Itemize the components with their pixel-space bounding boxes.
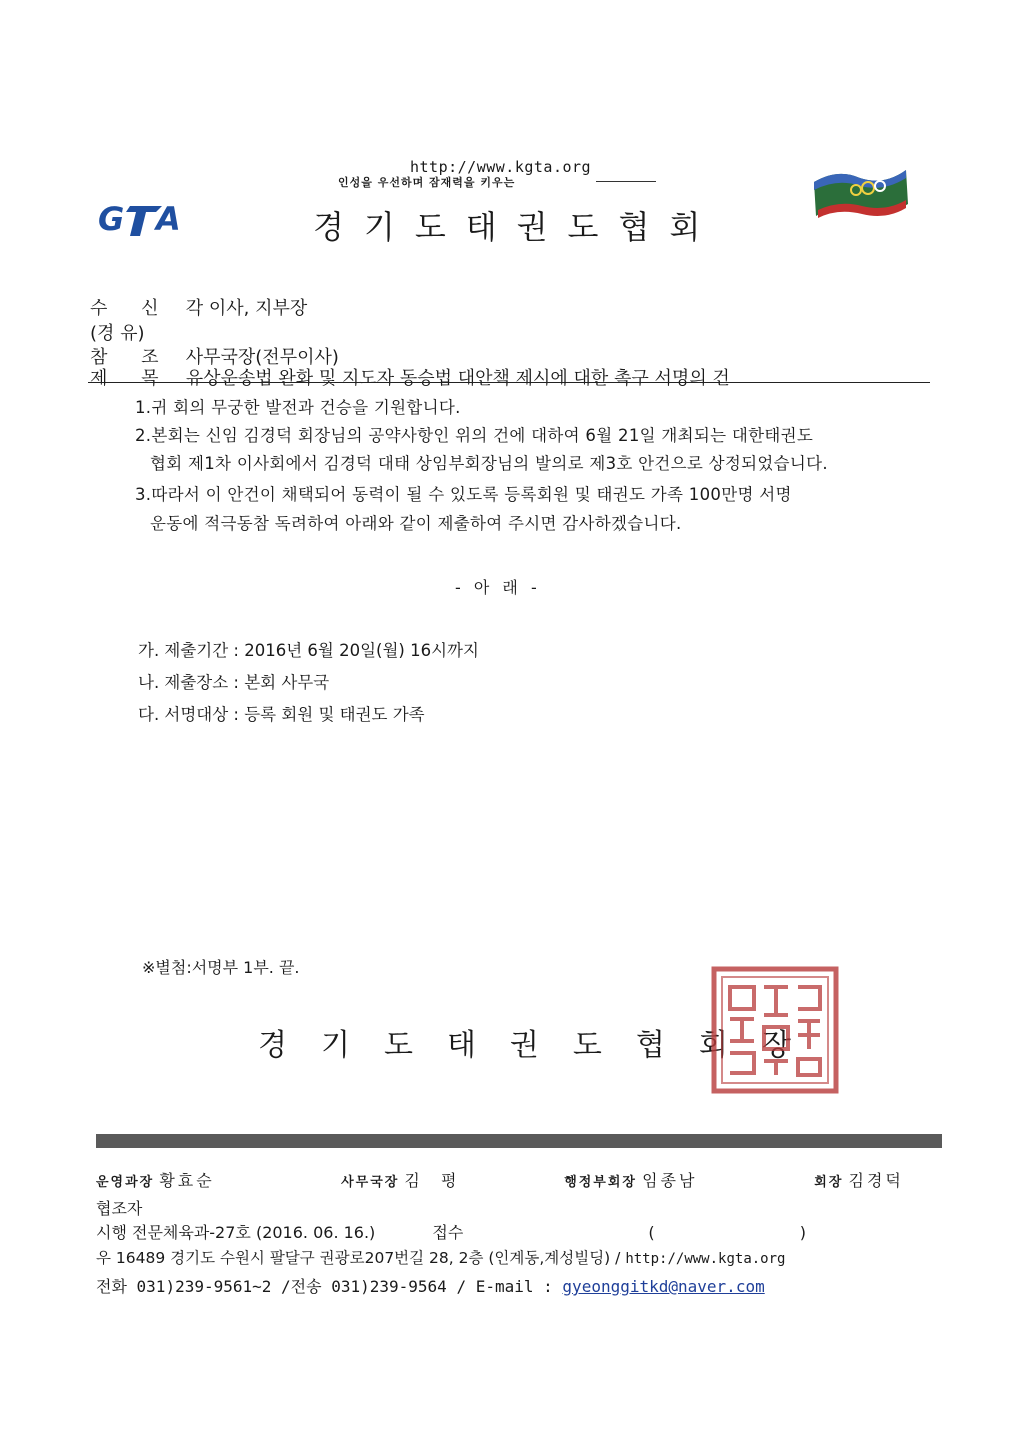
- paragraph-3-line-1: 3.따라서 이 안건이 채택되어 동력이 될 수 있도록 등록회원 및 태권도 가족 100만명 서명: [135, 485, 792, 504]
- item-period: 가. 제출기간 : 2016년 6월 20일(월) 16시까지: [138, 641, 479, 660]
- paragraph-2-line-2: 협회 제1차 이사회에서 김경덕 대태 상임부회장님의 발의로 제3호 안건으로 상정되었습니다.: [150, 454, 828, 473]
- svg-text:A: A: [156, 200, 181, 238]
- receipt-paren-open: (: [648, 1223, 655, 1242]
- approval-secretary-general: [341, 1168, 559, 1191]
- paragraph-2-line-1: 2.본회는 신임 김경덕 회장님의 공약사항인 위의 건에 대하여 6월 21일 개최되는 대한태권도: [135, 426, 814, 445]
- issue-line: [96, 1220, 806, 1243]
- paragraph-1: 1.귀 회의 무궁한 발전과 건승을 기원합니다.: [135, 398, 461, 417]
- address-line: [96, 1246, 785, 1268]
- header-url[interactable]: http://www.kgta.org: [410, 158, 592, 176]
- approval-role: 행정부회장: [564, 1175, 637, 1190]
- approval-operations-manager: [96, 1168, 336, 1191]
- item-target: 다. 서명대상 : 등록 회원 및 태권도 가족: [138, 705, 425, 724]
- approval-line: [96, 1168, 904, 1191]
- attachment-note: ※별첨:서명부 1부. 끝.: [142, 958, 300, 977]
- via-label: (경 유): [90, 323, 145, 344]
- item-location: 나. 제출장소 : 본회 사무국: [138, 673, 330, 692]
- association-emblem-icon: [808, 160, 912, 230]
- footer-divider-bar: [96, 1134, 942, 1148]
- slogan-rule: [596, 181, 656, 182]
- approval-name: 임종남: [642, 1171, 698, 1190]
- section-title: - 아 래 -: [455, 578, 541, 597]
- approval-name: 황효순: [159, 1171, 215, 1190]
- via-row: [90, 319, 145, 345]
- gta-logo-icon: [96, 196, 196, 240]
- svg-text:G: G: [98, 200, 125, 238]
- reference-value: 사무국장(전무이사): [185, 347, 339, 368]
- reference-label: 참 조: [90, 347, 173, 368]
- email-link[interactable]: gyeonggitkd@naver.com: [562, 1277, 765, 1296]
- org-title: 경기도태권도협회: [313, 208, 721, 246]
- approval-role: 사무국장: [341, 1175, 400, 1190]
- recipient-value: 각 이사, 지부장: [185, 298, 308, 319]
- contact-line: [96, 1274, 765, 1297]
- subject-row: [90, 364, 730, 390]
- approval-name: 김경덕: [848, 1171, 904, 1190]
- approval-executive-vice-president: [564, 1168, 809, 1191]
- subject-value: 유상운송법 완화 및 지도자 동승법 대안책 제시에 대한 촉구 서명의 건: [185, 368, 730, 389]
- approval-role: 회장: [814, 1175, 844, 1190]
- address-url[interactable]: http://www.kgta.org: [625, 1251, 786, 1267]
- paragraph-3-line-2: 운동에 적극동참 독려하여 아래와 같이 제출하여 주시면 감사하겠습니다.: [150, 514, 682, 533]
- subject-label: 제 목: [90, 368, 173, 389]
- recipient-row: [90, 294, 307, 320]
- contact-text: 전화 031)239-9561~2 /전송 031)239-9564 / E-mail :: [96, 1277, 553, 1296]
- official-seal-icon: [710, 965, 840, 1095]
- receipt-label: 접수: [432, 1223, 464, 1242]
- signature-title: 경기도태권도협회장: [258, 1028, 825, 1063]
- approval-role: 운영과장: [96, 1175, 155, 1190]
- cooperator-label: 협조자: [96, 1199, 143, 1218]
- issue-number: 시행 전문체육과-27호 (2016. 06. 16.): [96, 1223, 376, 1242]
- receipt-paren-close: ): [799, 1223, 807, 1242]
- address-text: 우 16489 경기도 수원시 팔달구 권광로207번길 28, 2층 (인계동,계성빌딩) /: [96, 1249, 621, 1267]
- header-slogan: 인성을 우선하며 잠재력을 키우는: [338, 176, 516, 189]
- recipient-label: 수 신: [90, 298, 173, 319]
- subject-rule: [88, 382, 930, 383]
- approval-president: [814, 1168, 904, 1191]
- approval-name: 김 평: [404, 1171, 465, 1190]
